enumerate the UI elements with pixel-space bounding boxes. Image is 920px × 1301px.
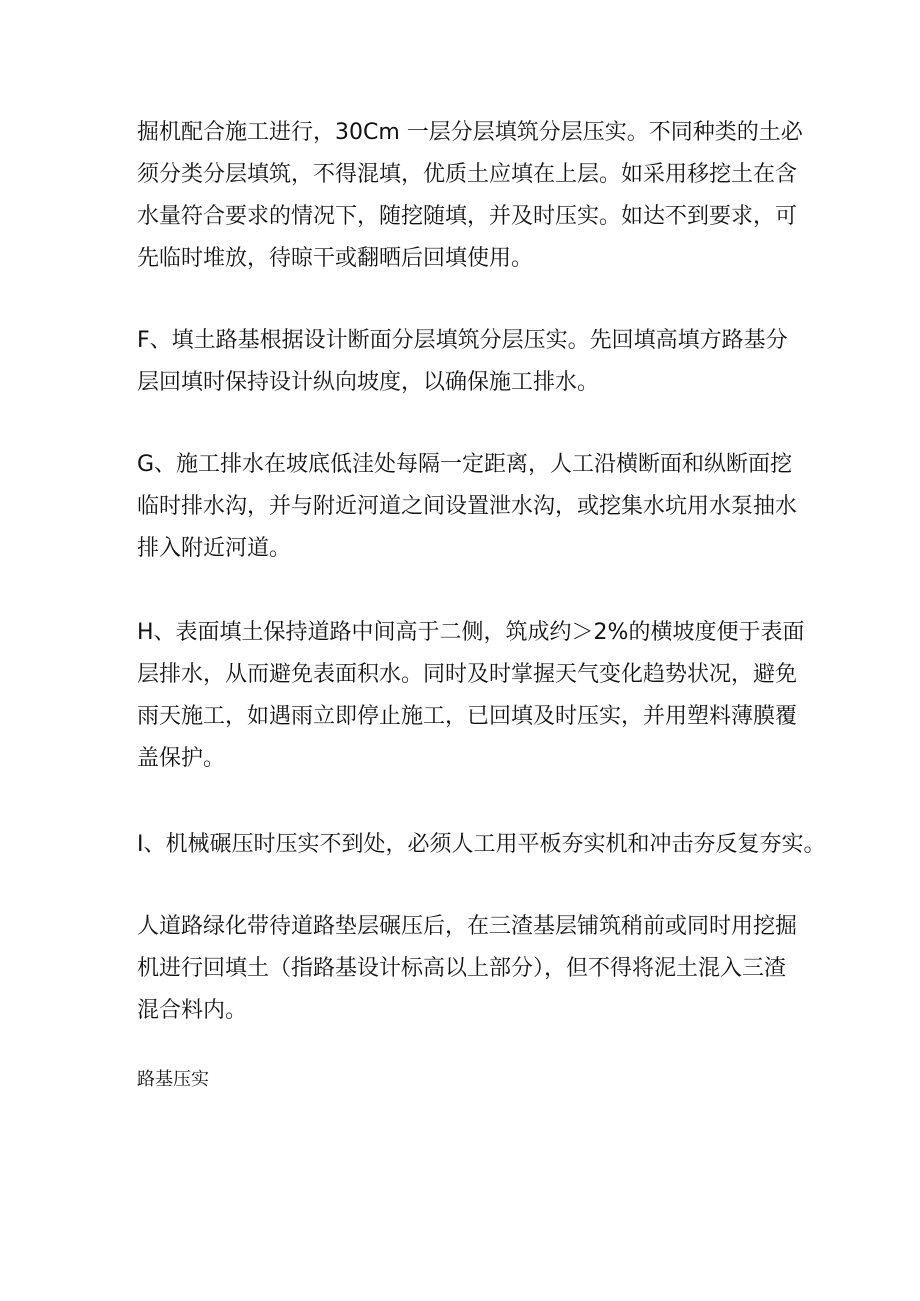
text-line: I、机械碾压时压实不到处，必须人工用平板夯实机和冲击夯反复夯实。	[137, 832, 826, 857]
paragraph-continuation	[137, 112, 803, 280]
paragraph-f	[137, 320, 787, 404]
text-line: 排入附近河道。	[137, 536, 292, 561]
text-line: 混合料内。	[137, 998, 248, 1023]
text-line: 雨天施工，如遇雨立即停止施工，已回填及时压实，并用塑料薄膜覆	[137, 704, 798, 729]
text-line: 掘机配合施工进行，30Cm 一层分层填筑分层压实。不同种类的土必	[137, 120, 803, 145]
text-line: F、填土路基根据设计断面分层填筑分层压实。先回填高填方路基分	[137, 328, 788, 353]
paragraph-i	[137, 824, 826, 866]
paragraph-sidewalk	[137, 906, 798, 1032]
text-line: 层排水，从而避免表面积水。同时及时掌握天气变化趋势状况，避免	[137, 662, 798, 687]
text-line: 层回填时保持设计纵向坡度，以确保施工排水。	[137, 370, 600, 395]
text-line: H、表面填土保持道路中间高于二侧，筑成约＞2%的横坡度便于表面	[137, 620, 805, 645]
text-line: 人道路绿化带待道路垫层碾压后，在三渣基层铺筑稍前或同时用挖掘	[137, 914, 798, 939]
section-heading: 路基压实	[137, 1069, 209, 1090]
text-line: 机进行回填土（指路基设计标高以上部分），但不得将泥土混入三渣	[137, 956, 787, 981]
paragraph-g	[137, 444, 798, 570]
text-line: 先临时堆放，待晾干或翻晒后回填使用。	[137, 246, 534, 271]
paragraph-h	[137, 612, 805, 780]
text-line: 须分类分层填筑，不得混填，优质土应填在上层。如采用移挖土在含	[137, 162, 798, 187]
text-line: G、施工排水在坡底低洼处每隔一定距离，人工沿横断面和纵断面挖	[137, 452, 793, 477]
text-line: 水量符合要求的情况下，随挖随填，并及时压实。如达不到要求，可	[137, 204, 798, 229]
text-line: 盖保护。	[137, 746, 226, 771]
text-line: 临时排水沟，并与附近河道之间设置泄水沟，或挖集水坑用水泵抽水	[137, 494, 798, 519]
